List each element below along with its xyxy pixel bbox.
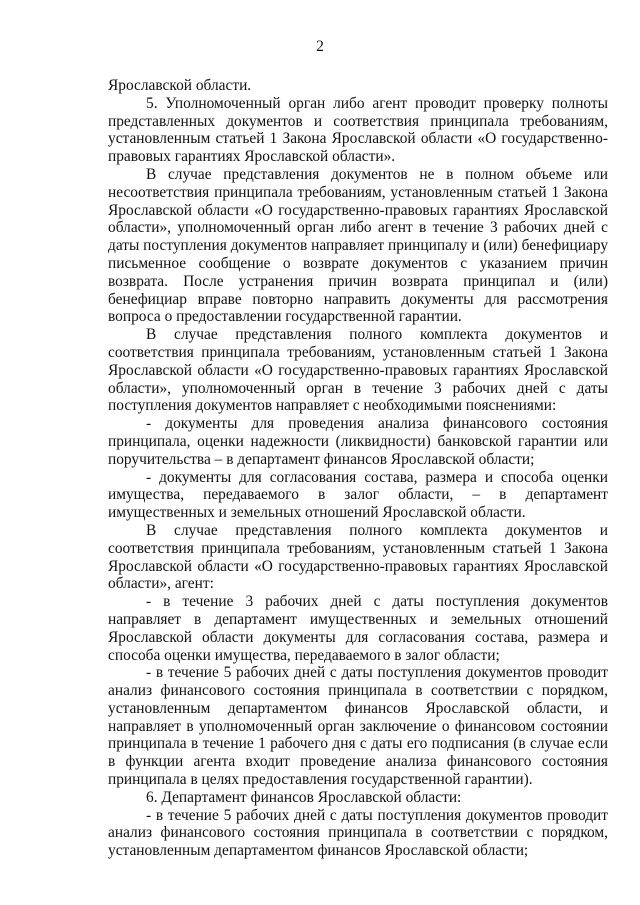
paragraph: 6. Департамент финансов Ярославской области: [146,788,462,806]
document-body [108,77,608,860]
list-item: - в течение 3 рабочих дней с даты поступления документов направляет в департамент имущественных и земельных отношений Ярославской области документы для согласования состава, размера и способа оценки имущества, передаваемого в залог области; [108,593,608,664]
list-item: - в течение 5 рабочих дней с даты поступления документов проводит анализ финансового состояния принципала в соответствии с порядком, установленным департаментом финансов Ярославской области; [108,806,608,860]
list-item: - в течение 5 рабочих дней с даты поступления документов проводит анализ финансового состояния принципала в соответствии с порядком, установленным департаментом финансов Ярославской области, и направляет в уполномоченный орган заключение о финансовом состоянии принципала в течение 1 рабочего дня с даты его подписания (в случае если в функции агента входит проведение анализа финансового состояния принципала в целях предоставления государственной гарантии). [108,664,608,789]
page-number: 2 [316,38,324,55]
paragraph: В случае представления полного комплекта документов и соответствия принципала требованиям, установленным статьей 1 Закона Ярославской области «О государственно-правовых гарантиях Ярославской области», уполномоченный орган в течение 3 рабочих дней с даты поступления документов направляет с необходимыми пояснениями: [108,326,608,415]
list-item: - документы для согласования состава, размера и способа оценки имущества, передаваемого в залог области, – в департамент имущественных и земельных отношений Ярославской области. [108,468,608,522]
paragraph: 5. Уполномоченный орган либо агент проводит проверку полноты представленных документов и соответствия принципала требованиям, установленным статьей 1 Закона Ярославской области «О государственно-правовых гарантиях Ярославской области». [108,94,608,166]
paragraph: В случае представления полного комплекта документов и соответствия принципала требованиям, установленным статьей 1 Закона Ярославской области «О государственно-правовых гарантиях Ярославской области», агент: [108,521,608,593]
paragraph: Ярославской области. [108,77,252,94]
list-item: - документы для проведения анализа финансового состояния принципала, оценки надежности (ликвидности) банковской гарантии или поручительства – в департамент финансов Ярославской области; [108,415,608,468]
paragraph: В случае представления документов не в полном объеме или несоответствия принципала требованиям, установленным статьей 1 Закона Ярославской области «О государственно-правовых гарантиях Ярославской области», уполномоченный орган либо агент в течение 3 рабочих дней с даты поступления документов направляет принципалу и (или) бенефициару письменное сообщение о возврате документов с указанием причин возврата. После устранения причин возврата принципал и (или) бенефициар вправе повторно направить документы для рассмотрения вопроса о предоставлении государственной гарантии. [108,165,609,326]
